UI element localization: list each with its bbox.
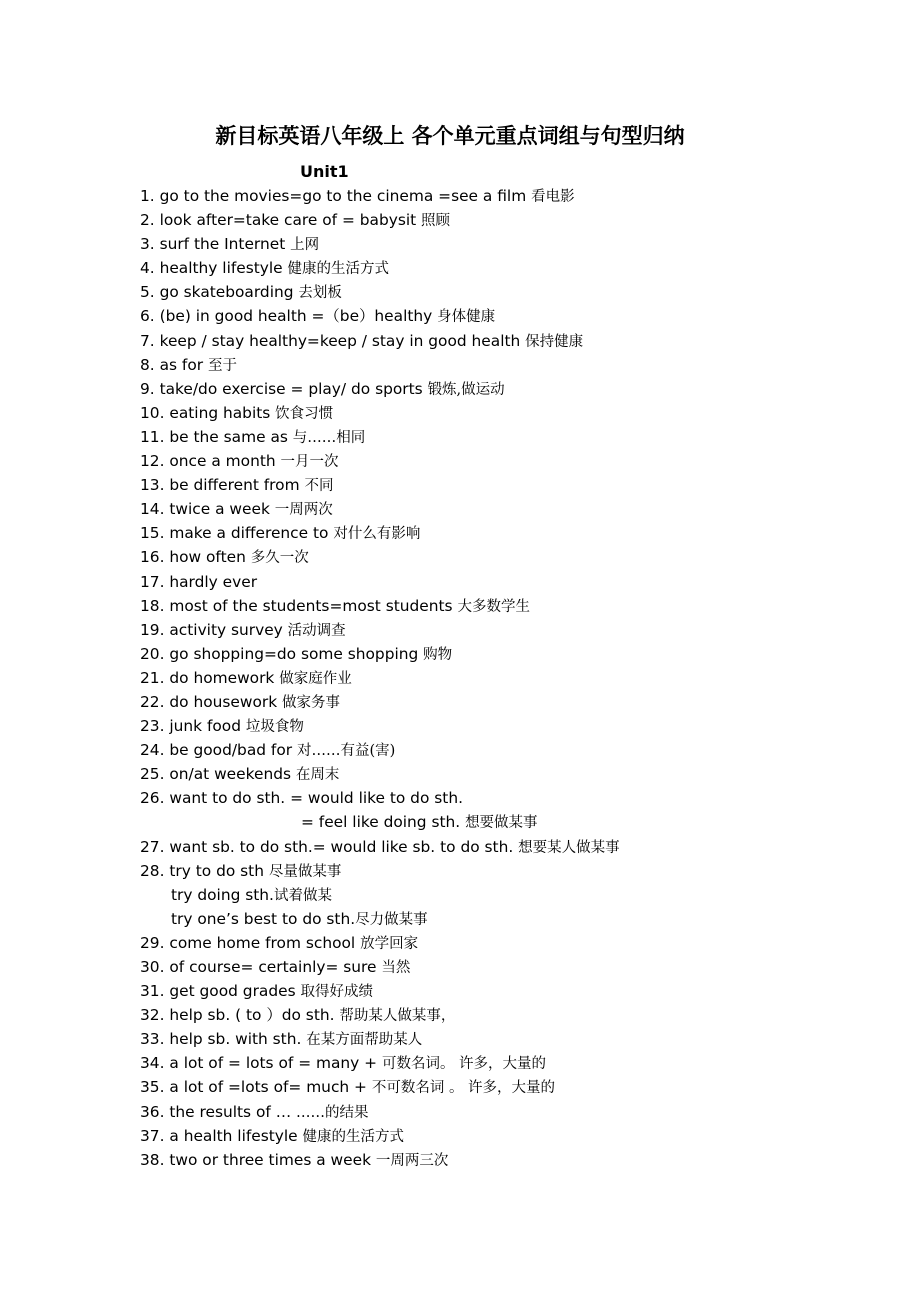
phrase-line [140,810,900,834]
phrase-line [140,377,900,401]
phrase-chinese: 健康的生活方式 [302,1128,405,1145]
phrase-chinese: 与……相同 [292,429,366,446]
phrase-line [140,618,900,642]
phrase-line [140,497,900,521]
phrase-chinese: 帮助某人做某事， [339,1008,456,1025]
phrase-chinese: 购物 [423,646,453,663]
phrase-line [140,1075,900,1099]
phrase-chinese: 饮食习惯 [275,405,334,422]
phrase-line [140,353,900,377]
phrase-chinese: 保持健康 [525,333,584,350]
phrase-english: 25. on/at weekends [140,765,296,784]
phrase-chinese: 在某方面帮助某人 [306,1032,423,1049]
phrase-line [140,931,900,955]
phrase-english: 34. a lot of = lots of = many + [140,1054,382,1073]
phrase-line [140,473,900,497]
phrase-line [140,738,900,762]
phrase-english: 17. hardly ever [140,572,258,591]
phrase-chinese: 放学回家 [360,935,419,952]
phrase-english: 8. as for [140,355,208,374]
phrase-english: 37. a health lifestyle [140,1126,303,1145]
phrase-english: 26. want to do sth. = would like to do sth. [140,789,463,808]
phrase-english: 23. junk food [140,717,246,736]
phrase-english: 31. get good grades [140,982,301,1001]
phrase-english: 9. take/do exercise = play/ do sports [140,379,428,398]
phrase-chinese: 对……有益(害) [296,743,396,760]
phrase-chinese: 当然 [381,960,411,976]
phrase-chinese: 锻炼,做运动 [427,381,505,398]
phrase-english: 4. healthy lifestyle [140,259,288,278]
phrase-line [140,714,900,738]
phrase-line [140,835,900,859]
phrase-chinese: 多久一次 [250,550,309,567]
phrase-line [140,280,900,304]
phrase-line [140,208,900,232]
phrase-line [140,1051,900,1075]
phrase-chinese: 可数名词。 许多，大量的 [381,1056,547,1073]
phrase-chinese: 身体健康 [437,309,496,326]
phrase-chinese: 想要某人做某事 [518,839,620,856]
phrase-english: 30. of course= certainly= sure [140,958,382,976]
phrase-english: 12. once a month [140,452,281,471]
phrase-line [140,642,900,666]
document-title: 新目标英语八年级上 各个单元重点词组与句型归纳 [215,124,685,148]
phrase-line [140,256,900,280]
phrase-english: 3. surf the Internet [140,235,291,254]
phrase-line [140,1148,900,1172]
phrase-english: 32. help sb. ( to ）do sth. [140,1006,340,1025]
phrase-english: 6. (be) in good health =（be）healthy [140,307,438,326]
phrase-chinese: 垃圾食物 [245,719,304,736]
phrase-english: 38. two or three times a week [140,1150,376,1169]
phrase-line [140,690,900,714]
phrase-english: 15. make a difference to [140,524,334,543]
phrase-line [140,304,900,328]
phrase-chinese: 做家务事 [282,694,340,711]
phrase-english: 21. do homework [140,668,280,687]
phrase-line [140,762,900,786]
phrase-english: = feel like doing sth. [301,813,466,832]
phrase-line [140,955,900,979]
phrase-line [140,521,900,545]
unit-heading: Unit1 [300,162,349,181]
phrase-english: 19. activity survey [140,620,288,639]
phrase-english: 33. help sb. with sth. [140,1030,307,1049]
phrase-english: 13. be different from [140,476,305,495]
phrase-english: 14. twice a week [140,500,275,519]
phrase-chinese: 不可数名词 。 许多，大量的 [371,1080,556,1097]
phrase-chinese: 想要做某事 [465,815,538,832]
phrase-chinese: 看电影 [531,189,575,205]
phrase-english: 7. keep / stay healthy=keep / stay in good health [140,331,526,350]
phrase-line [140,594,900,618]
phrase-chinese: 取得好成绩 [300,984,373,1001]
phrase-chinese: 对什么有影响 [333,526,421,543]
phrase-english: 5. go skateboarding [140,283,299,302]
phrase-chinese: 尽力做某事 [355,911,428,928]
phrase-chinese: 至于 [207,357,237,374]
phrase-line [140,666,900,690]
phrase-line [140,907,900,931]
phrase-line [140,449,900,473]
phrase-line [140,1027,900,1051]
phrase-english: 24. be good/bad for [140,741,297,760]
phrase-english: 28. try to do sth [140,861,269,880]
phrase-chinese: 做家庭作业 [279,670,352,687]
phrase-chinese: 一周两次 [274,502,333,519]
phrase-line [140,786,900,810]
phrase-chinese: 试着做某 [273,887,332,904]
phrase-english: 2. look after=take care of = babysit [140,211,422,230]
phrase-chinese: 健康的生活方式 [287,261,390,278]
phrase-english: 29. come home from school [140,933,361,952]
phrase-line [140,401,900,425]
phrase-chinese: 去划板 [298,285,342,302]
phrase-chinese: 尽量做某事 [268,863,342,880]
phrase-chinese: 不同 [304,478,334,495]
phrase-chinese: 大多数学生 [457,598,530,615]
phrase-english: 22. do housework [140,692,282,711]
phrase-line [140,570,900,594]
phrase-english: 35. a lot of =lots of= much + [140,1078,372,1097]
phrase-english: 36. the results of … [140,1102,296,1121]
phrase-line [140,859,900,883]
phrase-chinese: 在周末 [295,767,340,784]
phrase-line [140,1003,900,1027]
phrase-english: try doing sth. [171,885,274,904]
phrase-line [140,545,900,569]
phrase-chinese: ……的结果 [295,1104,369,1121]
phrase-line [140,979,900,1003]
phrase-line [140,883,900,907]
phrase-line [140,232,900,256]
phrase-english: 27. want sb. to do sth.= would like sb. to do sth. [140,837,519,856]
phrase-line [140,425,900,449]
phrase-chinese: 照顾 [421,213,451,230]
phrase-chinese: 一周两三次 [375,1152,449,1169]
phrase-english: 11. be the same as [140,427,293,446]
phrase-line [140,1124,900,1148]
phrase-chinese: 一月一次 [280,454,339,471]
phrase-english: 10. eating habits [140,403,276,422]
phrase-chinese: 上网 [290,237,320,254]
phrase-english: 1. go to the movies=go to the cinema =see a film [140,187,532,205]
phrase-english: try one’s best to do sth. [171,909,356,928]
phrase-english: 20. go shopping=do some shopping [140,644,424,663]
phrase-line [140,1100,900,1124]
phrase-line [140,184,900,208]
phrase-english: 16. how often [140,548,251,567]
phrase-english: 18. most of the students=most students [140,596,458,615]
phrase-list [140,184,900,1172]
phrase-chinese: 活动调查 [287,622,346,639]
phrase-line [140,329,900,353]
